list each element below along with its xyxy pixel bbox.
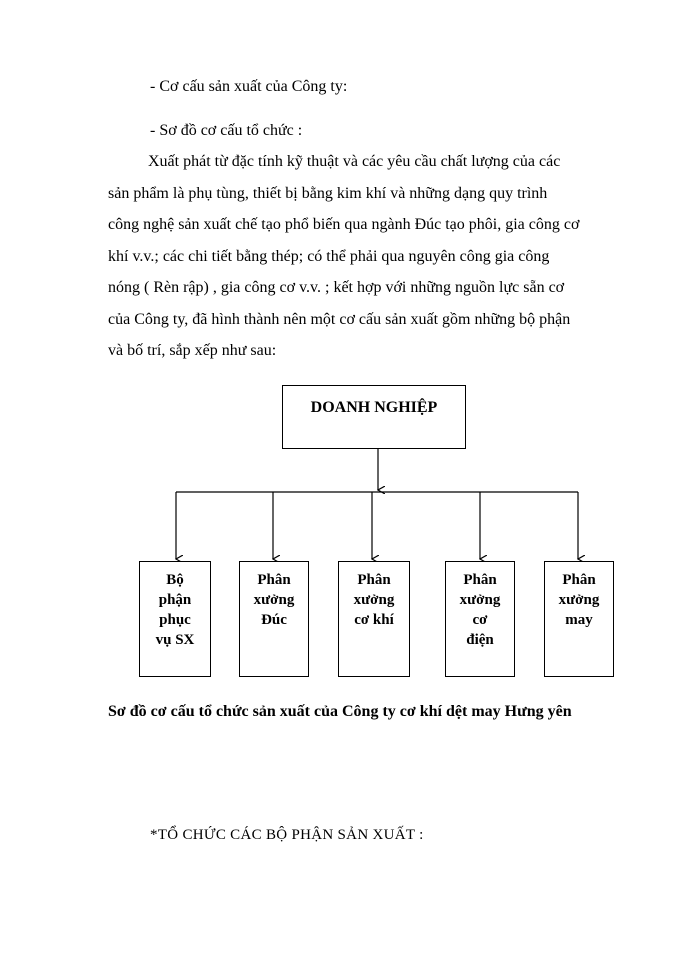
paragraph-line: sản phẩm là phụ tùng, thiết bị bằng kim khí và những dạng quy trình	[108, 184, 548, 202]
box-mechanical-workshop	[338, 561, 410, 677]
box-line: cơ	[472, 612, 488, 628]
box-line: Phân	[463, 572, 497, 588]
box-line: xưởng	[253, 592, 295, 608]
box-foundry-workshop	[239, 561, 309, 677]
paragraph-line: khí v.v.; các chi tiết bằng thép; có thể phải qua nguyên công gia công	[108, 247, 550, 265]
box-line: xưởng	[353, 592, 395, 608]
box-line: Đúc	[261, 612, 287, 628]
box-garment-workshop	[544, 561, 614, 677]
root-box-enterprise	[282, 385, 466, 449]
box-electromechanical-workshop	[445, 561, 515, 677]
box-line: xưởng	[459, 592, 501, 608]
box-line: may	[565, 612, 593, 628]
box-line: Phân	[357, 572, 391, 588]
diagram-caption: Sơ đồ cơ cấu tổ chức sản xuất của Công ty cơ khí dệt may Hưng yên	[108, 703, 572, 720]
paragraph-line: của Công ty, đã hình thành nên một cơ cấu sản xuất gồm những bộ phận	[108, 310, 571, 328]
paragraph-line: Xuất phát từ đặc tính kỹ thuật và các yêu cầu chất lượng của các	[148, 153, 561, 170]
box-line: phục	[159, 612, 191, 628]
box-line: phận	[158, 592, 192, 608]
box-line: Phân	[257, 572, 291, 588]
root-box-label: DOANH NGHIỆP	[310, 399, 438, 416]
bullet-production-structure: - Cơ cấu sản xuất của Công ty:	[150, 78, 348, 95]
box-line: vụ SX	[155, 632, 195, 648]
bullet-org-chart: - Sơ đồ cơ cấu tổ chức :	[150, 122, 303, 139]
box-line: Bộ	[166, 572, 184, 588]
section-heading: *TỔ CHỨC CÁC BỘ PHẬN SẢN XUẤT :	[150, 827, 424, 843]
box-production-service	[139, 561, 211, 677]
paragraph-line: nóng ( Rèn rập) , gia công cơ v.v. ; kết hợp với những nguồn lực sẵn cơ	[108, 279, 565, 296]
box-line: điện	[466, 632, 494, 648]
paragraph-line: và bố trí, sắp xếp như sau:	[108, 342, 277, 359]
box-line: Phân	[562, 572, 596, 588]
paragraph-line: công nghệ sản xuất chế tạo phổ biến qua ngành Đúc tạo phôi, gia công cơ	[108, 216, 580, 233]
box-line: xưởng	[558, 592, 600, 608]
box-line: cơ khí	[354, 612, 394, 628]
